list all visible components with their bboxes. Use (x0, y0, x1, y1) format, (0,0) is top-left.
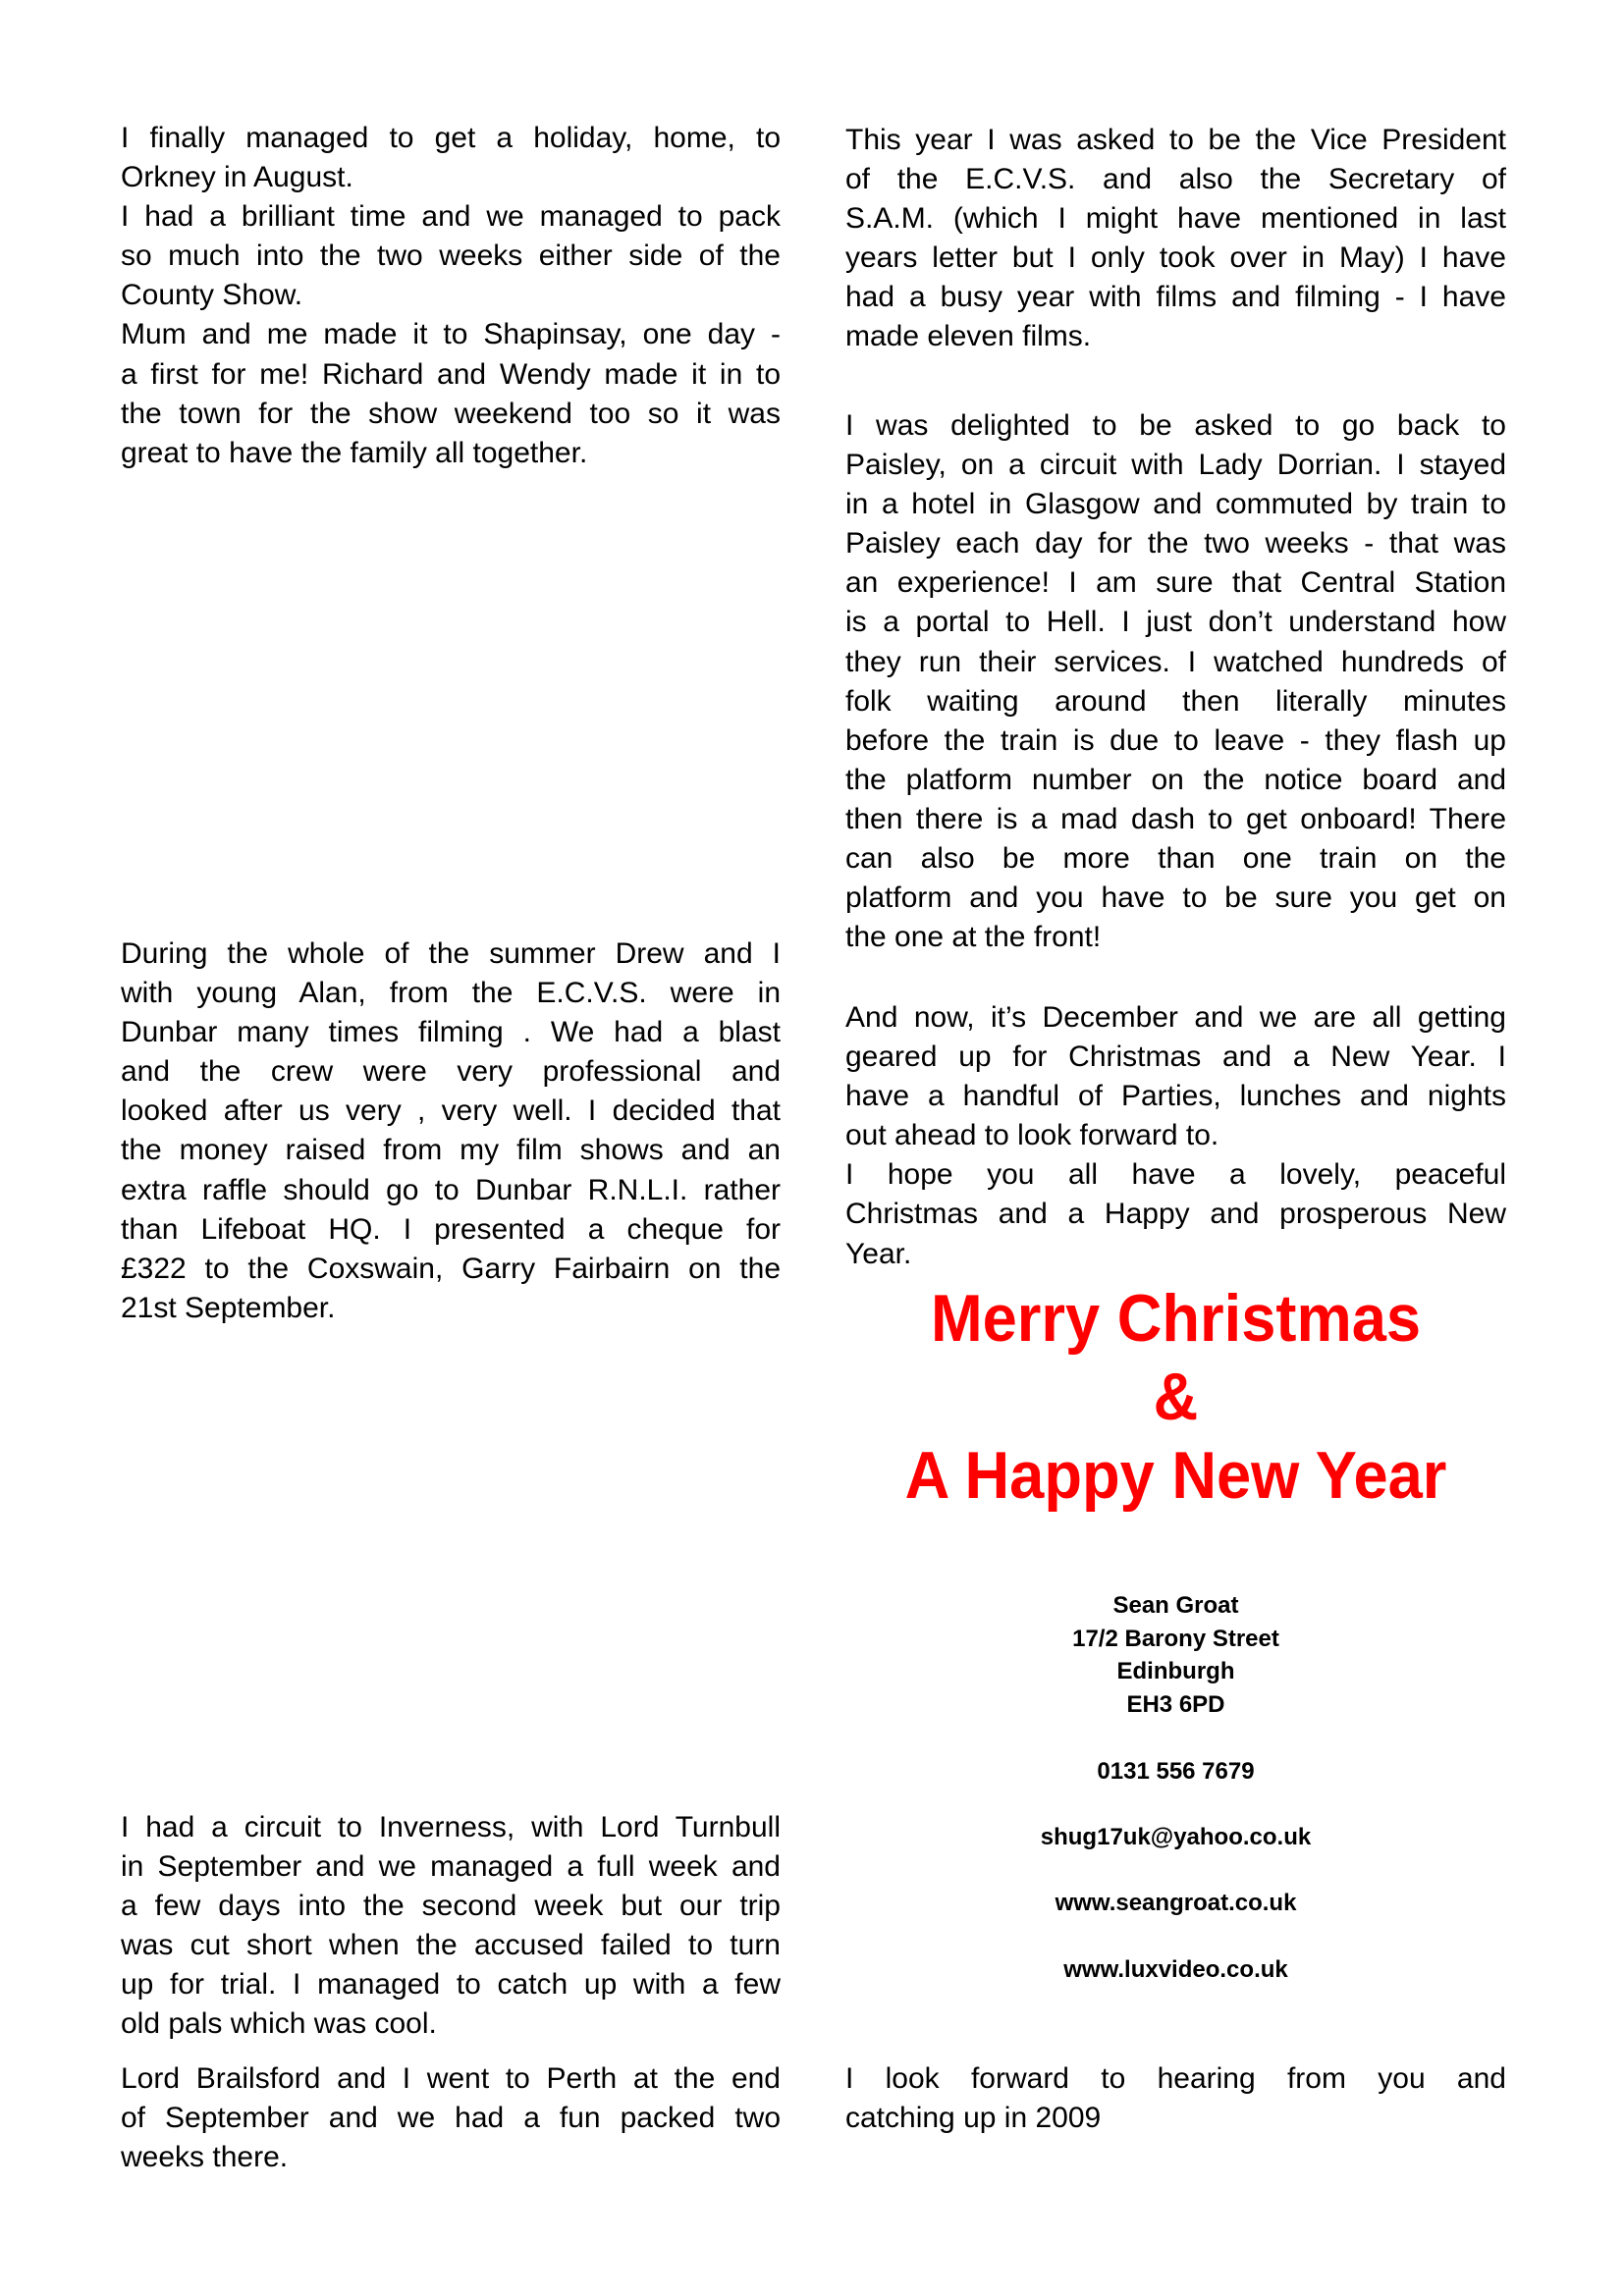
text-line: so much into the two weeks either side of the (121, 240, 781, 273)
contact-city: Edinburgh (1116, 1658, 1235, 1685)
text-line: I had a brilliant time and we managed to pack (121, 200, 781, 234)
contact-block (845, 1589, 1506, 1986)
text-line: catching up in 2009 (845, 2102, 1102, 2135)
greeting-merry-christmas: Merry Christmas (930, 1281, 1422, 1356)
text-line: an experience! I am sure that Central Station (845, 566, 1506, 600)
text-line: then there is a mad dash to get onboard! There (845, 802, 1506, 835)
text-line: 21st September. (121, 1291, 336, 1324)
text-line: looked after us very , very well. I decided that (121, 1095, 781, 1128)
text-line: Year. (845, 1237, 912, 1270)
text-line: a first for me! Richard and Wendy made it in to (121, 357, 781, 391)
contact-website-seangroat[interactable]: www.seangroat.co.uk (1055, 1890, 1297, 1917)
contact-email[interactable]: shug17uk@yahoo.co.uk (1040, 1823, 1312, 1850)
paragraph-paisley-circuit (845, 406, 1506, 957)
text-line: and the crew were very professional and (121, 1055, 781, 1089)
text-line: old pals which was cool. (121, 2007, 437, 2041)
spacer (845, 1788, 1506, 1821)
text-line: Orkney in August. (121, 161, 353, 194)
text-line: I look forward to hearing from you and (845, 2062, 1506, 2095)
text-line: Dunbar many times filming . We had a blast (121, 1016, 781, 1049)
text-line: geared up for Christmas and a New Year. I (845, 1041, 1506, 1074)
text-line: before the train is due to leave - they flash up (845, 723, 1506, 757)
text-line: out ahead to look forward to. (845, 1119, 1219, 1152)
greeting-happy-new-year: A Happy New Year (904, 1438, 1447, 1513)
text-line: in September and we managed a full week and (121, 1850, 781, 1884)
text-line: years letter but I only took over in May) I have (845, 241, 1506, 275)
text-line: During the whole of the summer Drew and I (121, 937, 781, 970)
text-line: a few days into the second week but our trip (121, 1890, 781, 1923)
text-line: up for trial. I managed to catch up with a few (121, 1968, 781, 2002)
text-line: £322 to the Coxswain, Garry Fairbairn on the (121, 1252, 781, 1285)
paragraph-perth-trip (121, 2059, 781, 2177)
text-line: of the E.C.V.S. and also the Secretary of (845, 163, 1506, 196)
paragraph-orkney-holiday (121, 119, 781, 473)
text-line: the town for the show weekend too so it was (121, 397, 781, 430)
text-line: of September and we had a fun packed two (121, 2102, 781, 2135)
paragraph-inverness-circuit (121, 1808, 781, 2045)
text-line: is a portal to Hell. I just don’t understand how (845, 606, 1506, 639)
text-line: Paisley, on a circuit with Lady Dorrian. I stayed (845, 449, 1506, 482)
text-line: the money raised from my film shows and an (121, 1134, 781, 1167)
paragraph-dunbar-filming (121, 934, 781, 1328)
text-line: great to have the family all together. (121, 436, 588, 469)
spacer (845, 1854, 1506, 1888)
text-line: This year I was asked to be the Vice President (845, 124, 1506, 156)
contact-phone: 0131 556 7679 (1097, 1757, 1255, 1785)
text-line: was cut short when the accused failed to turn (121, 1929, 781, 1962)
text-line: they run their services. I watched hundreds of (845, 645, 1506, 678)
text-line: I had a circuit to Inverness, with Lord Turnbull (121, 1811, 781, 1843)
text-line: I was delighted to be asked to go back to (845, 409, 1506, 442)
text-line: folk waiting around then literally minutes (845, 684, 1506, 718)
text-line: weeks there. (121, 2141, 289, 2174)
text-line: had a busy year with films and filming - I have (845, 281, 1506, 314)
contact-postcode: EH3 6PD (1126, 1691, 1225, 1719)
text-line: made eleven films. (845, 320, 1092, 353)
text-line: S.A.M. (which I might have mentioned in last (845, 202, 1506, 236)
text-line: platform and you have to be sure you get on (845, 881, 1506, 915)
text-line: I finally managed to get a holiday, home, to (121, 122, 781, 154)
spacer (845, 1920, 1506, 1953)
text-line: Mum and me made it to Shapinsay, one day - (121, 318, 781, 351)
text-line: Christmas and a Happy and prosperous New (845, 1198, 1506, 1231)
text-line: have a handful of Parties, lunches and nights (845, 1080, 1506, 1113)
text-line: with young Alan, from the E.C.V.S. were in (121, 977, 781, 1010)
contact-street: 17/2 Barony Street (1072, 1625, 1279, 1652)
spacer (845, 1722, 1506, 1755)
paragraph-closing (845, 2059, 1506, 2138)
text-line: the platform number on the notice board and (845, 763, 1506, 796)
text-line: Lord Brailsford and I went to Perth at the end (121, 2062, 781, 2095)
text-line: And now, it’s December and we are all getting (845, 1001, 1506, 1034)
text-line: Paisley each day for the two weeks - that was (845, 527, 1506, 561)
greeting-ampersand: & (1153, 1360, 1199, 1434)
text-line: the one at the front! (845, 921, 1102, 954)
contact-name: Sean Groat (1112, 1592, 1239, 1619)
text-line: I hope you all have a lovely, peaceful (845, 1158, 1506, 1192)
contact-website-luxvideo[interactable]: www.luxvideo.co.uk (1063, 1955, 1288, 1983)
text-line: County Show. (121, 279, 303, 312)
text-line: can also be more than one train on the (845, 842, 1506, 876)
text-line: than Lifeboat HQ. I presented a cheque for (121, 1212, 781, 1246)
paragraph-december (845, 998, 1506, 1274)
text-line: in a hotel in Glasgow and commuted by train to (845, 488, 1506, 521)
text-line: extra raffle should go to Dunbar R.N.L.I. rather (121, 1173, 781, 1206)
paragraph-vice-president (845, 121, 1506, 357)
season-greeting (845, 1279, 1506, 1515)
